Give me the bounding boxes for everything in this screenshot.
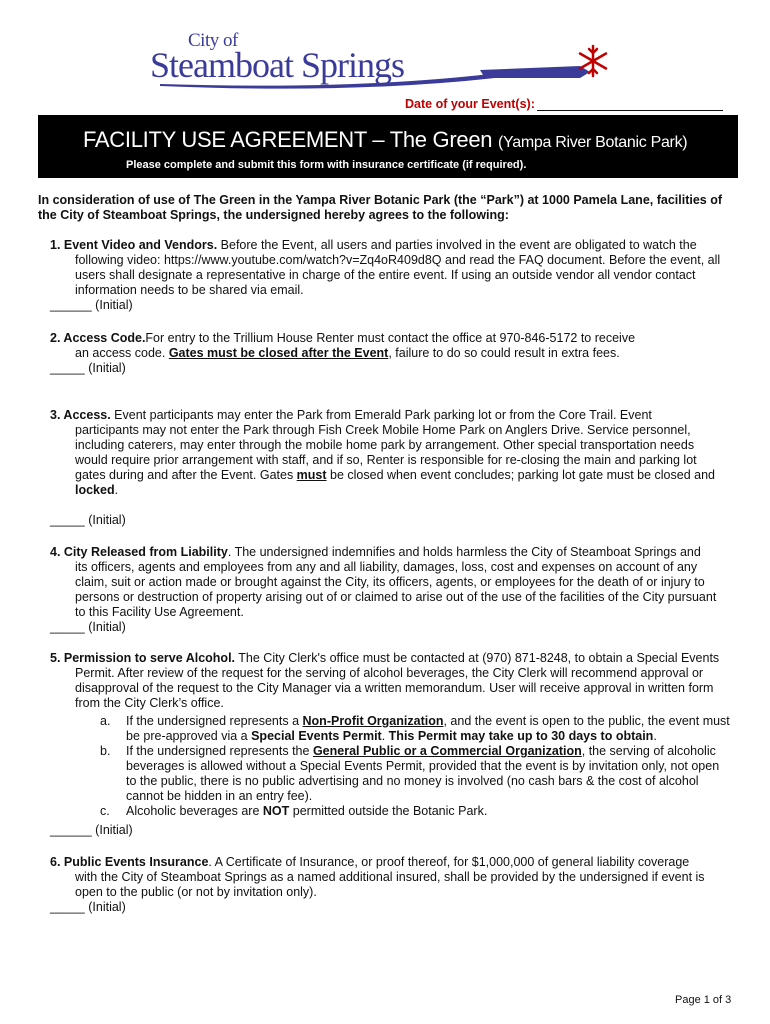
section-2-body: an access code. Gates must be closed after the Event, failure to do so could result in extra fees. <box>75 346 620 360</box>
initial-field-2[interactable]: _____ (Initial) <box>50 361 126 375</box>
section-4-heading: 4. City Released from Liability <box>50 545 228 559</box>
section-6: 6. Public Events Insurance. A Certificate of Insurance, or proof thereof, for $1,000,000 of general liability coverage with the City of Steamboat Springs as a named additional insured, shall be provided by the undersigned if event is open to the public (or not by invitation only). <box>50 855 730 900</box>
logo-swoosh-icon <box>150 60 620 90</box>
initial-field-1[interactable]: ______ (Initial) <box>50 298 133 312</box>
section-1-body: following video: https://www.youtube.com/watch?v=Zq4oR409d8Q and read the FAQ document. Before the event, all users shall designate a representative in charge of the entire event. If using an outside vendor all vendor contact information needs to be shared via email. <box>75 253 721 297</box>
initial-field-4[interactable]: _____ (Initial) <box>50 620 126 634</box>
section-5-item-a: a. If the undersigned represents a Non-Profit Organization, and the event is open to the public, the event must be pre-approved via a Special Events Permit. This Permit may take up to 30 days to obtain. <box>100 714 730 743</box>
logo-name-text: Steamboat Springs <box>150 45 404 85</box>
section-4-body: its officers, agents and employees from any and all liability, damages, loss, cost and expenses on account of any claim, suit or action made or brought against the City, its officers, agents, or employees for the death of or injury to persons or destruction of property arising out of or claimed to arise out of the use of the facilities of the City pursuant to this Facility Use Agreement. <box>75 560 717 619</box>
section-4: 4. City Released from Liability. The undersigned indemnifies and holds harmless the City of Steamboat Springs and its officers, agents and employees from any and all liability, damages, loss, cost and expenses on account of any claim, suit or action made or brought against the City, its officers, agents, or employees for the death of or injury to persons or destruction of property arising out of or claimed to arise out of the use of the facilities of the City pursuant to this Facility Use Agreement. <box>50 545 730 620</box>
logo-city-of-text: City of <box>188 30 238 51</box>
section-5-item-b: b. If the undersigned represents the General Public or a Commercial Organization, the serving of alcoholic beverages is allowed without a Special Events Permit, provided that the event is by invitation only, not open to the public, there is no public advertising and no money is involved (no cash bars & the cost of alcohol cannot be hidden in an entry fee). <box>100 744 720 803</box>
banner-subtitle: Please complete and submit this form with insurance certificate (if required). <box>126 159 527 171</box>
section-5: 5. Permission to serve Alcohol. The City Clerk's office must be contacted at (970) 871-8248, to obtain a Special Events Permit. After review of the request for the serving of alcohol beverages, the City Clerk will recommend approval or disapproval of the request to the City Manager via a written memorandum. User will receive approval in written form from the City Clerk’s office. <box>50 651 730 711</box>
section-5-heading: 5. Permission to serve Alcohol. <box>50 651 236 665</box>
section-6-body: with the City of Steamboat Springs as a named additional insured, shall be provided by the undersigned if event is open to the public (or not by invitation only). <box>75 870 705 899</box>
initial-field-6[interactable]: _____ (Initial) <box>50 900 126 914</box>
section-3-heading: 3. Access. <box>50 408 111 422</box>
event-date-label: Date of your Event(s): <box>405 97 535 111</box>
section-5-item-c: c. Alcoholic beverages are NOT permitted outside the Botanic Park. <box>100 804 488 818</box>
section-1: 1. Event Video and Vendors. Before the Event, all users and parties involved in the event are obligated to watch the following video: https://www.youtube.com/watch?v=Zq4oR409d8Q and read the FAQ document. Before the event, all users shall designate a representative in charge of the entire event. If using an outside vendor all vendor contact information needs to be shared via email. <box>50 238 730 298</box>
page-number: Page 1 of 3 <box>675 994 732 1006</box>
section-3: 3. Access. Event participants may enter the Park from Emerald Park parking lot or from the Core Trail. Event participants may not enter the Park through Fish Creek Mobile Home Park on Anglers Drive. Service personnel, including caterers, may enter through the mobile home park by arrangement. Other special transportation needs would require prior arrangement with staff, and if so, Renter is responsible for re-closing the main and parking lot gates during and after the Event. Gates must be closed when event concludes; parking lot gate must be closed and locked. <box>50 408 730 498</box>
event-date-field[interactable] <box>405 97 723 111</box>
initial-field-5[interactable]: ______ (Initial) <box>50 823 133 837</box>
section-2-heading: 2. Access Code. <box>50 331 146 345</box>
snowflake-icon <box>576 44 610 78</box>
page-title: FACILITY USE AGREEMENT – The Green (Yampa River Botanic Park) <box>83 127 688 152</box>
section-5-body: Permit. After review of the request for the serving of alcohol beverages, the City Clerk will recommend approval or disapproval of the request to the City Manager via a written memorandum. User will receive approval in written form from the City Clerk’s office. <box>75 666 714 710</box>
section-3-body: participants may not enter the Park through Fish Creek Mobile Home Park on Anglers Drive. Service personnel, including caterers, may enter through the mobile home park by arrangement. Other special transportation needs would require prior arrangement with staff, and if so, Renter is responsible for re-closing the main and parking lot gates during and after the Event. Gates must be closed when event concludes; parking lot gate must be closed and locked. <box>75 423 715 497</box>
title-banner <box>38 115 738 178</box>
section-2: 2. Access Code.For entry to the Trillium House Renter must contact the office at 970-846-5172 to receive an access code. Gates must be closed after the Event, failure to do so could result in extra fees. <box>50 331 730 361</box>
initial-field-3[interactable]: _____ (Initial) <box>50 513 126 527</box>
event-date-blank[interactable] <box>537 98 723 111</box>
intro-paragraph: In consideration of use of The Green in the Yampa River Botanic Park (the “Park”) at 1000 Pamela Lane, facilities of the City of Steamboat Springs, the undersigned hereby agrees to the following: <box>38 193 723 222</box>
section-6-heading: 6. Public Events Insurance <box>50 855 209 869</box>
section-1-heading: 1. Event Video and Vendors. <box>50 238 218 252</box>
